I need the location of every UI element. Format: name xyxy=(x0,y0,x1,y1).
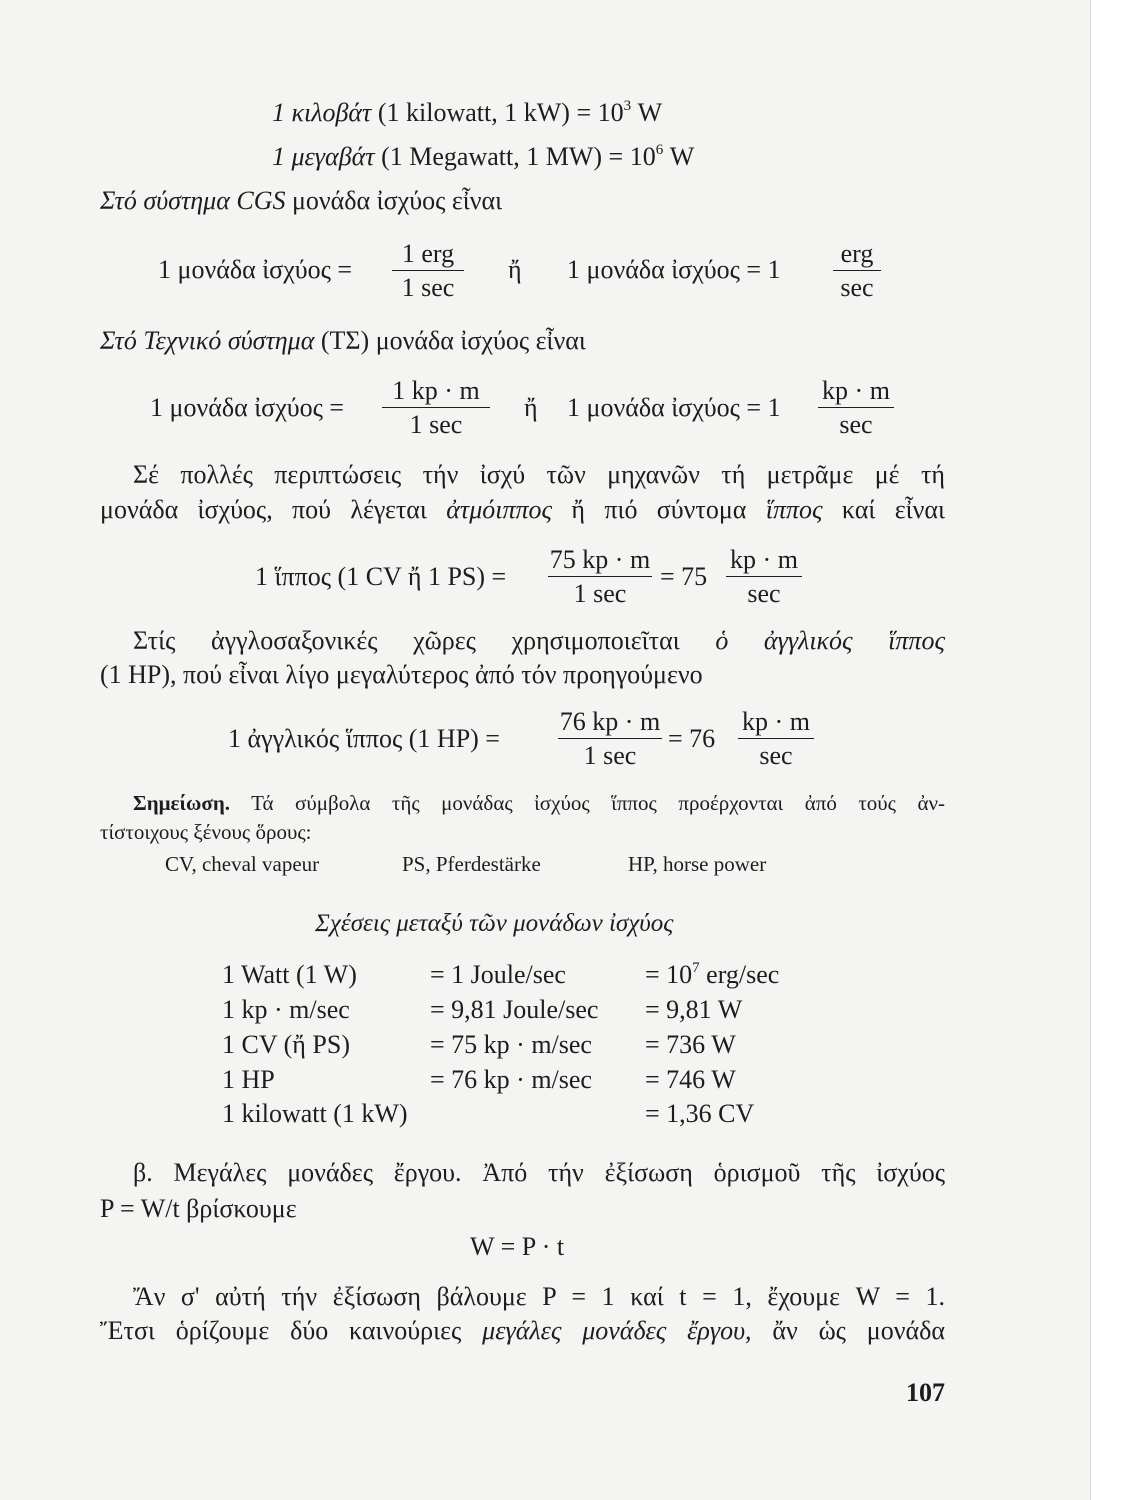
fraction-bar xyxy=(392,270,464,271)
fraction-denominator: sec xyxy=(759,741,793,770)
paragraph-1-line-2: μονάδα ἰσχύος, πού λέγεται ἀτμόιππος ἤ πιό σύντομα ἵππος καί εἶναι xyxy=(100,495,946,524)
table-cell-result: = 736 W xyxy=(645,1030,736,1059)
table-cell-equivalent: = 1 Joule/sec xyxy=(430,960,566,989)
fraction-bar xyxy=(382,407,490,408)
fraction-numerator: 76 kp · m xyxy=(559,707,661,736)
section-b-line-3: Ἄν σ' αὐτή τήν ἐξίσωση βάλουμε P = 1 καί t = 1, ἔχουμε W = 1. xyxy=(133,1282,945,1311)
table-cell-unit: 1 Watt (1 W) xyxy=(222,960,357,989)
page-edge xyxy=(1090,0,1137,1500)
cgs-equation-mid: 1 μονάδα ἰσχύος = 1 xyxy=(567,255,781,284)
ts-equation-left: 1 μονάδα ἰσχύος = xyxy=(150,393,345,422)
note-term-hp: HP, horse power xyxy=(628,852,767,876)
paragraph-2-line-1: Στίς ἀγγλοσαξονικές χῶρες χρησιμοποιεῖται ὁ ἀγγλικός ἵππος xyxy=(133,626,945,655)
fraction-denominator: 1 sec xyxy=(401,273,455,302)
ts-fraction-2 xyxy=(818,372,894,442)
table-cell-unit: 1 HP xyxy=(222,1065,275,1094)
note-term-cv: CV, cheval vapeur xyxy=(165,852,320,876)
fraction-denominator: sec xyxy=(840,273,874,302)
ps-equation-left: 1 ἵππος (1 CV ἤ 1 PS) = xyxy=(255,562,507,591)
cgs-fraction-2 xyxy=(833,235,881,305)
section-b-line-4: Ἔτσι ὁρίζουμε δύο καινούριες μεγάλες μονάδες ἔργου, ἄν ὡς μονάδα xyxy=(100,1316,945,1345)
ps-fraction-1 xyxy=(548,541,652,611)
note-line-2: τίστοιχους ξένους ὅρους: xyxy=(100,820,312,844)
table-cell-equivalent: = 75 kp · m/sec xyxy=(430,1030,592,1059)
ts-equation-mid: 1 μονάδα ἰσχύος = 1 xyxy=(567,393,781,422)
section-b-line-2: P = W/t βρίσκουμε xyxy=(100,1194,297,1223)
ps-fraction-2 xyxy=(726,541,802,611)
table-cell-equivalent: = 9,81 Joule/sec xyxy=(430,995,599,1024)
megawatt-definition: 1 μεγαβάτ (1 Megawatt, 1 $MW) = 10^6$ W xyxy=(272,142,695,171)
table-cell-unit: 1 kp · m/sec xyxy=(222,995,350,1024)
paragraph-2-line-2: (1 HP), πού εἶναι λίγο μεγαλύτερος ἀπό τόν προηγούμενο xyxy=(100,660,703,689)
fraction-numerator: kp · m xyxy=(730,545,798,574)
hp-fraction-1 xyxy=(558,703,662,773)
cgs-or: ἤ xyxy=(508,255,522,284)
fraction-numerator: erg xyxy=(840,239,874,268)
fraction-numerator: 1 kp · m xyxy=(392,376,480,405)
page-number: 107 xyxy=(906,1378,945,1407)
ts-or: ἤ xyxy=(524,393,538,422)
ps-equation-mid: = 75 xyxy=(660,562,708,591)
fraction-bar xyxy=(726,576,802,577)
paragraph-1-line-1: Σέ πολλές περιπτώσεις τήν ἰσχύ τῶν μηχανῶν τή μετρᾶμε μέ τή xyxy=(133,460,945,489)
cgs-fraction-1 xyxy=(392,235,464,305)
relations-title: Σχέσεις μεταξύ τῶν μονάδων ἰσχύος xyxy=(315,910,674,937)
section-b-equation: W = P · t xyxy=(470,1232,565,1261)
table-cell-result: = 1,36 CV xyxy=(645,1099,755,1128)
table-cell-result: = $10^7$ erg/sec xyxy=(645,960,780,989)
fraction-bar xyxy=(833,270,881,271)
fraction-numerator: 75 kp · m xyxy=(549,545,651,574)
hp-equation-left: 1 ἀγγλικός ἵππος (1 HP) = xyxy=(228,724,500,753)
table-cell-result: = 746 W xyxy=(645,1065,736,1094)
cgs-intro: Στό σύστημα CGS μονάδα ἰσχύος εἶναι xyxy=(100,186,503,215)
fraction-denominator: sec xyxy=(747,579,781,608)
fraction-denominator: sec xyxy=(839,410,873,439)
fraction-bar xyxy=(818,407,894,408)
fraction-bar xyxy=(558,738,662,739)
fraction-bar xyxy=(548,576,652,577)
fraction-numerator: kp · m xyxy=(742,707,810,736)
table-cell-equivalent: = 76 kp · m/sec xyxy=(430,1065,592,1094)
fraction-denominator: 1 sec xyxy=(583,741,637,770)
hp-equation-mid: = 76 xyxy=(668,724,716,753)
fraction-denominator: 1 sec xyxy=(409,410,463,439)
table-cell-result: = 9,81 W xyxy=(645,995,743,1024)
ts-intro: Στό Τεχνικό σύστημα (ΤΣ) μονάδα ἰσχύος εἶναι xyxy=(100,326,586,355)
ts-fraction-1 xyxy=(382,372,490,442)
table-cell-unit: 1 kilowatt (1 kW) xyxy=(222,1099,408,1128)
note-line-1: Σημείωση. Τά σύμβολα τῆς μονάδας ἰσχύος ἵππος προέρχονται ἀπό τούς ἀν- xyxy=(133,791,945,815)
fraction-denominator: 1 sec xyxy=(573,579,627,608)
note-term-ps: PS, Pferdestärke xyxy=(402,852,541,876)
fraction-numerator: kp · m xyxy=(822,376,890,405)
fraction-numerator: 1 erg xyxy=(401,239,455,268)
cgs-equation-left: 1 μονάδα ἰσχύος = xyxy=(158,255,353,284)
section-b-line-1: β. Μεγάλες μονάδες ἔργου. Ἀπό τήν ἐξίσωση ὁρισμοῦ τῆς ἰσχύος xyxy=(133,1158,945,1187)
fraction-bar xyxy=(738,738,814,739)
hp-fraction-2 xyxy=(738,703,814,773)
kilowatt-definition: 1 κιλοβάτ (1 kilowatt, 1 $kW) = 10^3$ W xyxy=(272,98,663,127)
table-cell-unit: 1 CV (ἤ PS) xyxy=(222,1030,350,1059)
